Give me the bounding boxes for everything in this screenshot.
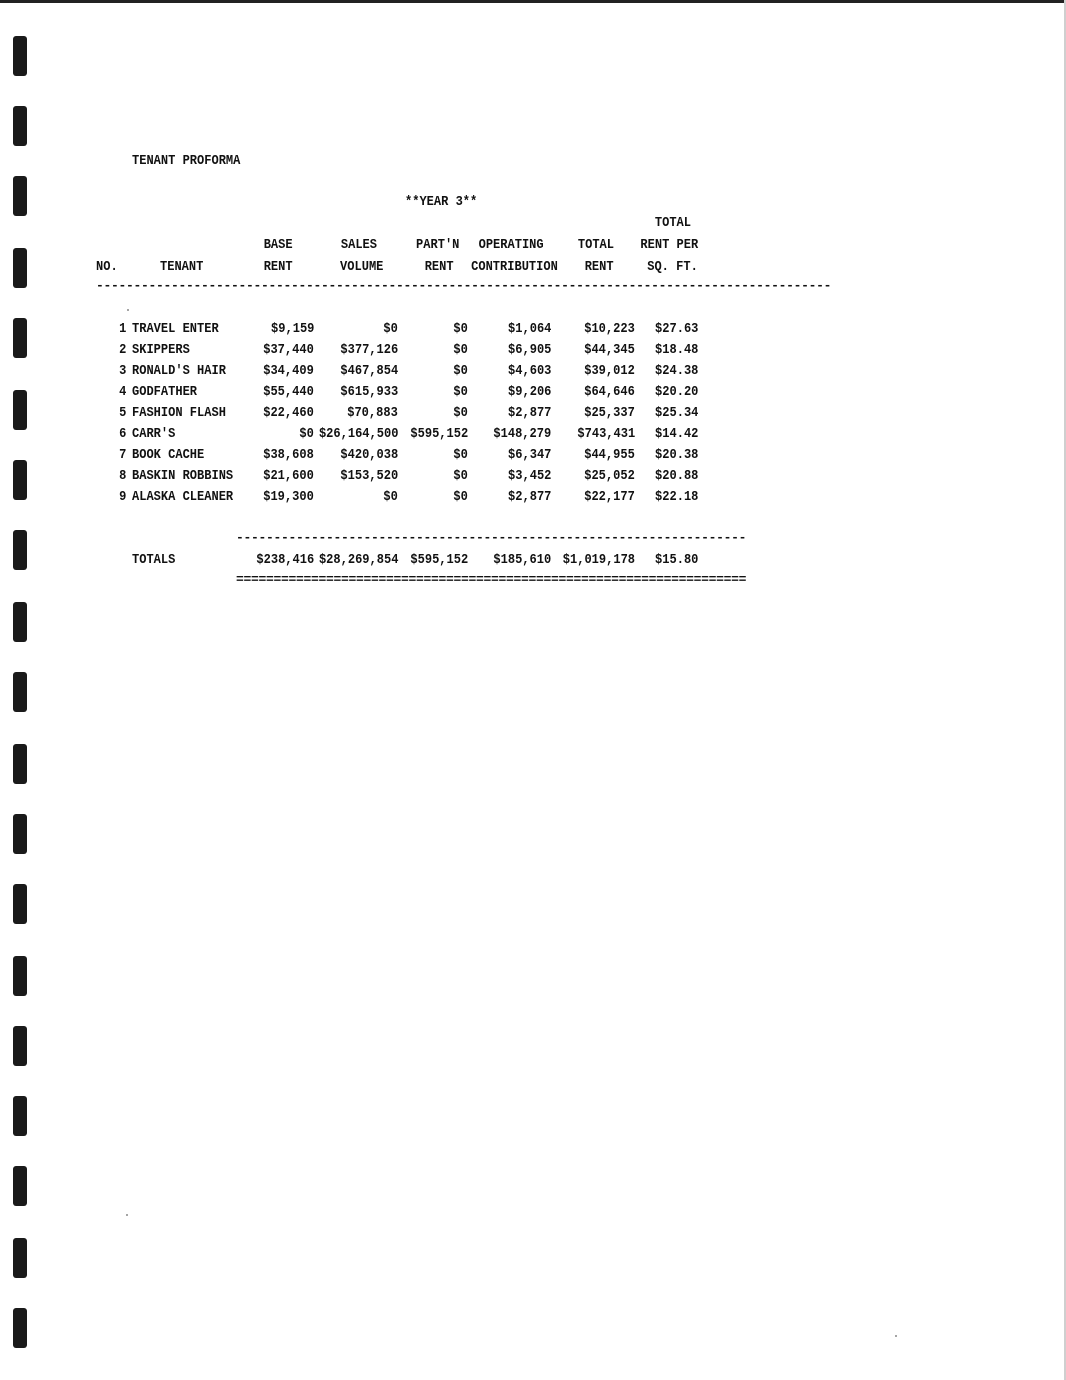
totals-sales-volume: $28,269,854 <box>318 552 398 568</box>
row-total-rent: $743,431 <box>577 426 635 442</box>
row-no: 4 <box>118 384 126 400</box>
row-sales-volume: $0 <box>383 321 398 337</box>
row-rent-per-sqft: $14.42 <box>654 426 698 442</box>
row-sales-volume: $615,933 <box>340 384 398 400</box>
row-base-rent: $38,608 <box>263 447 314 463</box>
row-tenant: CARR'S <box>132 426 176 442</box>
row-base-rent: $9,159 <box>270 321 314 337</box>
row-sales-volume: $70,883 <box>347 405 398 421</box>
row-partn-rent: $0 <box>453 363 468 379</box>
header-operating-contribution-1: OPERATING <box>478 237 544 253</box>
row-sales-volume: $0 <box>383 489 398 505</box>
header-total-rent-2: RENT <box>585 259 614 275</box>
scan-speck <box>895 1335 897 1337</box>
row-sales-volume: $26,164,500 <box>318 426 398 442</box>
row-tenant: BASKIN ROBBINS <box>132 468 234 484</box>
header-rent-per-sqft-1: TOTAL <box>654 215 691 231</box>
row-partn-rent: $0 <box>453 489 468 505</box>
row-operating-contribution: $1,064 <box>507 321 551 337</box>
row-rent-per-sqft: $24.38 <box>654 363 698 379</box>
row-base-rent: $0 <box>299 426 314 442</box>
row-operating-contribution: $4,603 <box>507 363 551 379</box>
row-operating-contribution: $2,877 <box>507 489 551 505</box>
row-sales-volume: $467,854 <box>340 363 398 379</box>
header-partn-rent-2: RENT <box>425 259 454 275</box>
header-sales-volume-2: VOLUME <box>339 259 383 275</box>
row-no: 3 <box>118 363 126 379</box>
header-base-rent-2: RENT <box>264 259 293 275</box>
row-partn-rent: $0 <box>453 384 468 400</box>
row-tenant: BOOK CACHE <box>132 447 205 463</box>
row-total-rent: $64,646 <box>584 384 635 400</box>
row-partn-rent: $0 <box>453 321 468 337</box>
totals-total-rent: $1,019,178 <box>562 552 635 568</box>
row-no: 8 <box>118 468 126 484</box>
header-base-rent-1: BASE <box>264 237 293 253</box>
row-base-rent: $21,600 <box>263 468 314 484</box>
header-rent-per-sqft-3: SQ. FT. <box>647 259 698 275</box>
totals-divider: -------------------------------------------------------------------- <box>236 530 747 545</box>
row-base-rent: $34,409 <box>263 363 314 379</box>
header-operating-contribution-2: CONTRIBUTION <box>471 259 558 275</box>
header-no: NO. <box>96 259 118 275</box>
row-operating-contribution: $2,877 <box>507 405 551 421</box>
row-no: 9 <box>118 489 126 505</box>
row-rent-per-sqft: $27.63 <box>654 321 698 337</box>
totals-rent-per-sqft: $15.80 <box>654 552 698 568</box>
row-partn-rent: $0 <box>453 342 468 358</box>
row-no: 2 <box>118 342 126 358</box>
row-sales-volume: $420,038 <box>340 447 398 463</box>
row-partn-rent: $0 <box>453 405 468 421</box>
row-tenant: SKIPPERS <box>132 342 190 358</box>
row-rent-per-sqft: $18.48 <box>654 342 698 358</box>
row-partn-rent: $0 <box>453 468 468 484</box>
scan-speck <box>126 1214 128 1216</box>
row-tenant: ALASKA CLEANER <box>132 489 234 505</box>
row-total-rent: $10,223 <box>584 321 635 337</box>
row-tenant: RONALD'S HAIR <box>132 363 226 379</box>
row-rent-per-sqft: $20.20 <box>654 384 698 400</box>
row-base-rent: $19,300 <box>263 489 314 505</box>
row-operating-contribution: $3,452 <box>507 468 551 484</box>
row-base-rent: $22,460 <box>263 405 314 421</box>
row-tenant: GODFATHER <box>132 384 198 400</box>
row-tenant: TRAVEL ENTER <box>132 321 219 337</box>
row-total-rent: $44,345 <box>584 342 635 358</box>
row-operating-contribution: $6,347 <box>507 447 551 463</box>
row-sales-volume: $377,126 <box>340 342 398 358</box>
row-total-rent: $44,955 <box>584 447 635 463</box>
row-total-rent: $39,012 <box>584 363 635 379</box>
row-rent-per-sqft: $22.18 <box>654 489 698 505</box>
row-sales-volume: $153,520 <box>340 468 398 484</box>
year-label: **YEAR 3** <box>405 194 478 210</box>
row-partn-rent: $595,152 <box>410 426 468 442</box>
header-sales-volume-1: SALES <box>340 237 377 253</box>
document-title: TENANT PROFORMA <box>132 153 241 169</box>
row-partn-rent: $0 <box>453 447 468 463</box>
row-no: 7 <box>118 447 126 463</box>
totals-partn-rent: $595,152 <box>410 552 468 568</box>
totals-operating-contribution: $185,610 <box>493 552 551 568</box>
totals-base-rent: $238,416 <box>256 552 314 568</box>
row-total-rent: $22,177 <box>584 489 635 505</box>
row-tenant: FASHION FLASH <box>132 405 226 421</box>
row-total-rent: $25,337 <box>584 405 635 421</box>
scan-speck <box>127 309 129 311</box>
header-tenant: TENANT <box>160 259 204 275</box>
row-total-rent: $25,052 <box>584 468 635 484</box>
row-operating-contribution: $148,279 <box>493 426 551 442</box>
row-base-rent: $37,440 <box>263 342 314 358</box>
row-operating-contribution: $6,905 <box>507 342 551 358</box>
row-no: 5 <box>118 405 126 421</box>
header-total-rent-1: TOTAL <box>577 237 614 253</box>
row-operating-contribution: $9,206 <box>507 384 551 400</box>
row-no: 6 <box>118 426 126 442</box>
header-partn-rent-1: PART'N <box>415 237 459 253</box>
header-rent-per-sqft-2: RENT PER <box>640 237 698 253</box>
totals-label: TOTALS <box>132 552 176 568</box>
row-rent-per-sqft: $25.34 <box>654 405 698 421</box>
row-rent-per-sqft: $20.88 <box>654 468 698 484</box>
header-divider: -------------------------------------------------------------------------------------------------- <box>96 278 832 293</box>
row-no: 1 <box>118 321 126 337</box>
totals-double-rule: ==================================================================== <box>236 572 747 587</box>
row-base-rent: $55,440 <box>263 384 314 400</box>
row-rent-per-sqft: $20.38 <box>654 447 698 463</box>
